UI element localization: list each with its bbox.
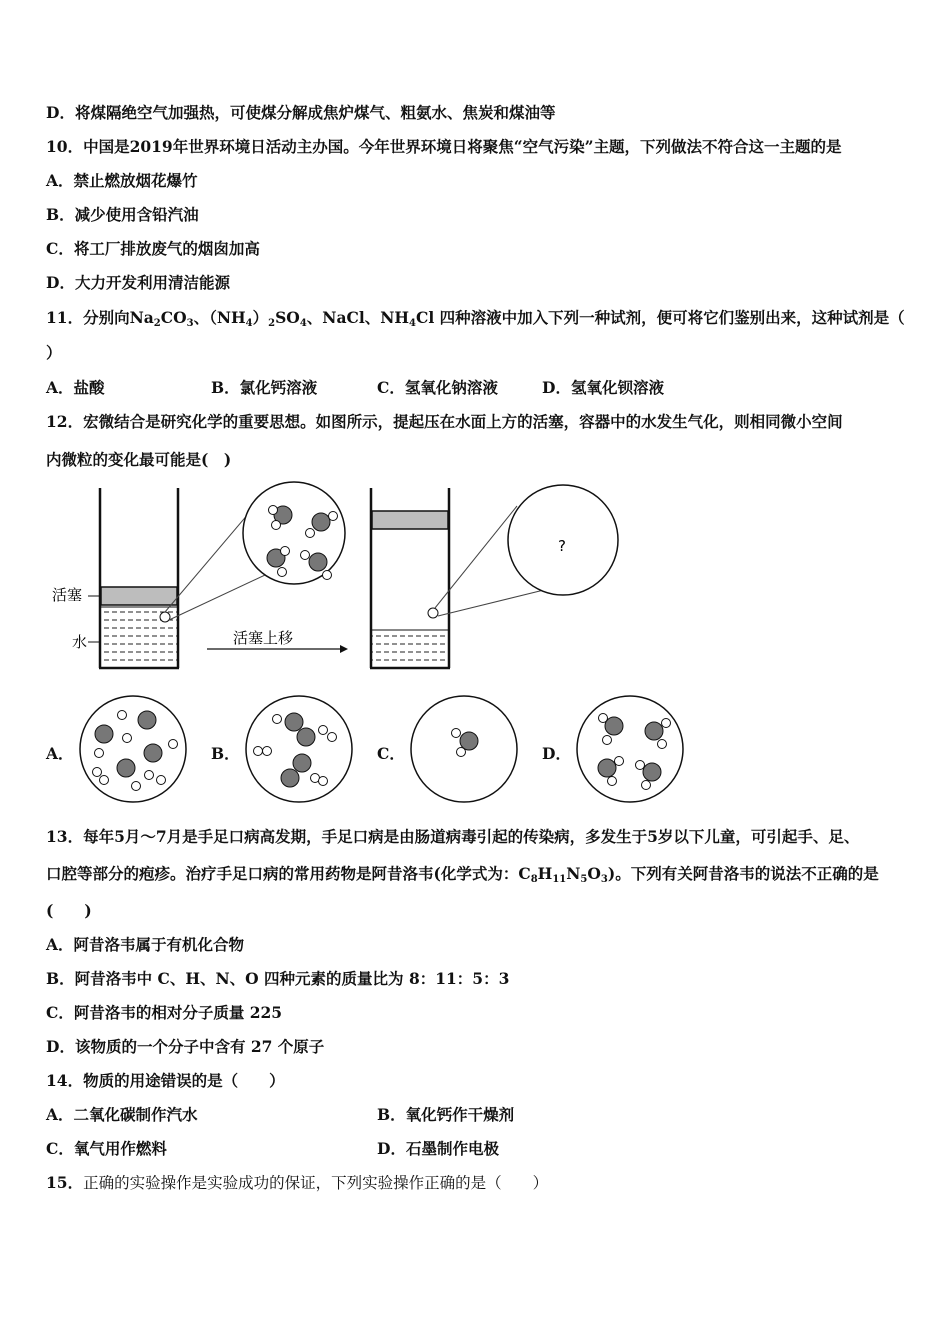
q11-f3: 、NaCl、NH — [306, 308, 410, 327]
q13-stem-line2 — [46, 864, 879, 884]
q12-stem-line1: 12．宏微结合是研究化学的重要思想。如图所示，提起压在水面上方的活塞，容器中的水发生气化，则相同微小空间 — [46, 412, 843, 431]
q14-option-d: D．石墨制作电极 — [377, 1139, 499, 1158]
q12-option-b-label: B． — [211, 744, 240, 763]
q11-f1: Na — [129, 308, 154, 327]
q11-f3-sub: 4 — [409, 318, 416, 329]
q13-option-a: A．阿昔洛韦属于有机化合物 — [46, 935, 245, 954]
q15-number: 15． — [46, 1173, 84, 1192]
option-b-circle — [246, 696, 352, 802]
q12-option-c-label: C． — [377, 744, 405, 763]
q14-option-a: A．二氧化碳制作汽水 — [46, 1105, 198, 1124]
option-d-circle — [577, 696, 683, 802]
q11-f2-end: SO — [275, 308, 300, 327]
q11-f2-sub1: 4 — [245, 318, 253, 329]
q13-stem-line2-end: )。下列有关阿昔洛韦的说法不正确的是 — [607, 864, 879, 883]
q13-option-c: C．阿昔洛韦的相对分子质量 225 — [46, 1003, 283, 1022]
q13-f-o: O — [587, 864, 601, 883]
q10-stem: 10．中国是2019年世界环境日活动主办国。今年世界环境日将聚焦“空气污染”主题，下列做法不符合这一主题的是 — [46, 137, 842, 156]
q11-f1-mid: CO — [160, 308, 187, 327]
q10-option-a: A．禁止燃放烟花爆竹 — [46, 171, 198, 190]
zoom-circle-water — [243, 482, 345, 584]
q12-figure — [40, 480, 640, 680]
zoom-circle-unknown — [508, 485, 618, 595]
right-container — [370, 488, 450, 668]
q13-stem-line3: ( ) — [46, 901, 92, 920]
q14-stem: 14．物质的用途错误的是（ ） — [46, 1071, 285, 1090]
piston-left — [101, 587, 177, 605]
q13-f-o-sub: 3 — [600, 874, 608, 885]
water-right — [372, 630, 448, 667]
piston-right — [372, 511, 448, 529]
q14-option-c: C．氧气用作燃料 — [46, 1139, 167, 1158]
q13-f-h: H — [537, 864, 553, 883]
water-label: 水 — [72, 633, 88, 651]
q13-stem-line2-start: 口腔等部分的疱疹。治疗手足口病的常用药物是阿昔洛韦(化学式为：C — [46, 864, 531, 883]
q15-stem — [46, 1173, 548, 1193]
q12-option-d-label: D． — [542, 744, 571, 763]
q13-f-c: 8 — [530, 874, 538, 885]
q13-f-n-sub: 5 — [580, 874, 588, 885]
q10-option-b: B．减少使用含铅汽油 — [46, 205, 199, 224]
option-a-circle — [80, 696, 186, 802]
q13-f-h-sub: 11 — [552, 874, 567, 885]
q11-stem-start: 11．分别向 — [46, 308, 130, 327]
q12-option-diagrams — [0, 690, 700, 810]
q9-option-d: D．将煤隔绝空气加强热，可使煤分解成焦炉煤气、粗氨水、焦炭和煤油等 — [46, 103, 556, 122]
option-c-circle — [411, 696, 517, 802]
q11-f1-sub1: 2 — [153, 318, 161, 329]
q11-option-c: C．氢氧化钠溶液 — [377, 378, 498, 397]
q13-option-b: B．阿昔洛韦中 C、H、N、O 四种元素的质量比为 8：11：5：3 — [46, 969, 510, 988]
q13-option-d: D．该物质的一个分子中含有 27 个原子 — [46, 1037, 325, 1056]
q11-option-b: B．氯化钙溶液 — [211, 378, 318, 397]
left-container — [99, 488, 179, 668]
q11-stem — [46, 308, 905, 328]
q14-option-b: B．氧化钙作干燥剂 — [377, 1105, 515, 1124]
arrow-label: 活塞上移 — [233, 629, 294, 647]
q13-stem-line1: 13．每年5月～7月是手足口病高发期，手足口病是由肠道病毒引起的传染病，多发生于5岁以下儿童，可引起手、足、 — [46, 827, 860, 846]
unknown-mark: ? — [558, 537, 566, 555]
q11-stem-end: Cl 四种溶液中加入下列一种试剂，便可将它们鉴别出来，这种试剂是（ — [416, 308, 905, 327]
q11-stem-line2: ） — [46, 343, 62, 362]
q11-f2-mid: ） — [252, 308, 269, 327]
q12-option-a-label: A． — [46, 744, 74, 763]
q11-option-a: A．盐酸 — [46, 378, 105, 397]
q11-f2-sub2: 2 — [268, 318, 276, 329]
piston-label: 活塞 — [52, 586, 83, 604]
q11-option-d: D．氢氧化钡溶液 — [542, 378, 664, 397]
q11-f2: 、（NH — [193, 308, 246, 327]
q13-f-n: N — [566, 864, 581, 883]
q15-stem-text: 正确的实验操作是实验成功的保证，下列实验操作正确的是（ ） — [83, 1174, 549, 1192]
q12-stem-line2: 内微粒的变化最可能是( ) — [46, 450, 232, 469]
q10-option-d: D．大力开发利用清洁能源 — [46, 273, 230, 292]
q11-f2-sub3: 4 — [299, 318, 307, 329]
q10-option-c: C．将工厂排放废气的烟囱加高 — [46, 239, 260, 258]
q11-f1-sub2: 3 — [186, 318, 194, 329]
